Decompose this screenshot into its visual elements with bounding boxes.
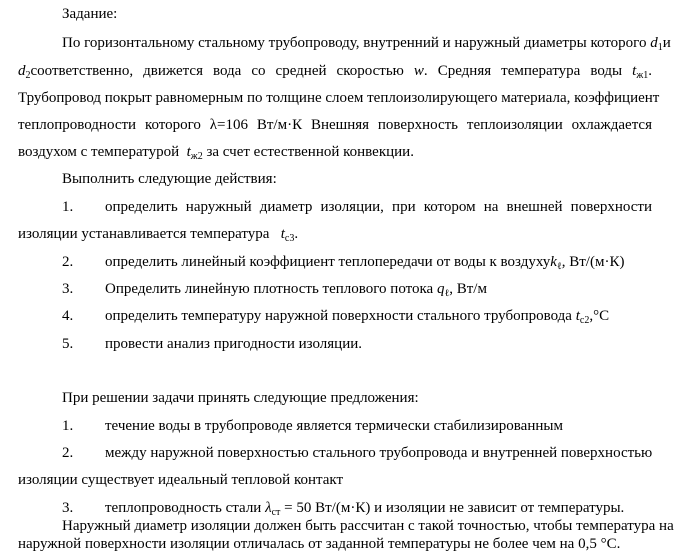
list-item-text: изоляции существует идеальный тепловой контакт (18, 472, 344, 488)
list-item-number: 3. (62, 281, 74, 297)
list-item-number: 4. (62, 308, 74, 324)
list-item-number: 3. (62, 500, 74, 516)
paragraph-line-2: $d_2соответственно$, движется вода со средней скоростью w. Средняя температура воды $t_{ж1}$. (18, 63, 652, 81)
list-item-text: провести анализ пригодности изоляции. (105, 336, 363, 352)
list-item-number: 2. (62, 254, 74, 270)
paragraph-line-3: Трубопровод покрыт равномерным по толщине слоем теплоизолирующего материала, коэффициент (18, 90, 660, 106)
assumptions-heading: При решении задачи принять следующие предложения: (62, 390, 419, 406)
footer-line-1: Наружный диаметр изоляции должен быть рассчитан с такой точностью, чтобы температура на (62, 518, 674, 534)
list-item-text: теплопроводность стали $\lambda_{ст} = 50$ Вт/(м·К) и изоляции не зависит от температуры. (105, 500, 625, 518)
paragraph-line-4: теплопроводности которого λ=106 Вт/м·К Внешняя поверхность теплоизоляции охлаждается (18, 117, 652, 133)
list-item-number: 1. (62, 418, 74, 434)
list-item-number: 5. (62, 336, 74, 352)
list-item-number: 2. (62, 445, 74, 461)
list-item-text: между наружной поверхностью стального трубопровода и внутренней поверхностью (105, 445, 653, 461)
paragraph-line-1: По горизонтальному стальному трубопроводу, внутренний и наружный диаметры которого $d_1и$ (62, 35, 671, 53)
paragraph-line-5: воздухом с температурой $t_{ж2}$ за счет естественной конвекции. (18, 144, 414, 162)
task-heading: Задание: (62, 6, 118, 22)
list-item-text: Определить линейную плотность теплового потока $q_\ell$, Вт/м (105, 281, 487, 299)
list-item-number: 1. (62, 199, 74, 215)
list-item-text: определить линейный коэффициент теплопередачи от воды к воздухуk$_\ell$, Вт/(м·К) (105, 254, 625, 272)
list-item-text: изоляции устанавливается температура $t_{с3}$. (18, 226, 299, 244)
list-item-text: течение воды в трубопроводе является термически стабилизированным (105, 418, 563, 434)
actions-heading: Выполнить следующие действия: (62, 171, 277, 187)
list-item-text: определить наружный диаметр изоляции, при котором на внешней поверхности (105, 199, 652, 215)
list-item-text: определить температуру наружной поверхности стального трубопровода $t_{с2},^\circ С$ (105, 308, 610, 326)
footer-line-2: наружной поверхности изоляции отличалась от заданной температуры не более чем на 0,5 °С. (18, 536, 621, 552)
